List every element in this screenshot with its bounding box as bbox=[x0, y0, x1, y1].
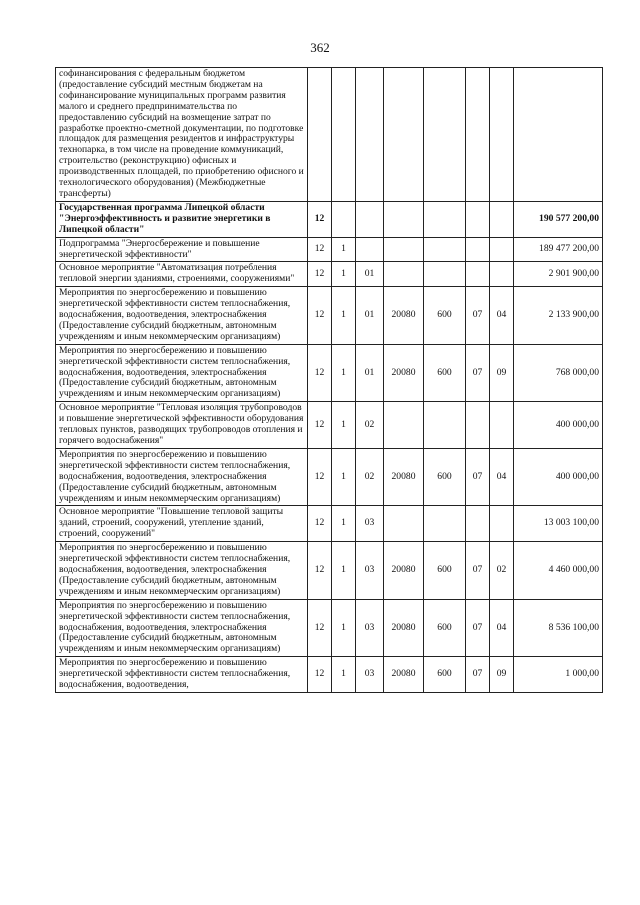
cell-subprogram-code: 1 bbox=[332, 262, 356, 287]
cell-subprogram-code: 1 bbox=[332, 657, 356, 693]
cell-ministry-code: 12 bbox=[308, 506, 332, 542]
table-row bbox=[56, 402, 603, 449]
cell-activity-code: 02 bbox=[356, 448, 384, 506]
cell-activity-code: 03 bbox=[356, 599, 384, 657]
cell-ministry-code: 12 bbox=[308, 448, 332, 506]
cell-subprogram-code: 1 bbox=[332, 402, 356, 449]
cell-expense-type bbox=[424, 402, 466, 449]
cell-expense-type bbox=[424, 237, 466, 262]
cell-expense-type: 600 bbox=[424, 599, 466, 657]
cell-subprogram-code: 1 bbox=[332, 506, 356, 542]
cell-amount: 13 003 100,00 bbox=[514, 506, 603, 542]
cell-section: 07 bbox=[466, 542, 490, 600]
cell-amount: 2 133 900,00 bbox=[514, 287, 603, 345]
cell-subsection bbox=[490, 262, 514, 287]
cell-ministry-code: 12 bbox=[308, 657, 332, 693]
cell-direction-code: 20080 bbox=[384, 657, 424, 693]
cell-amount: 1 000,00 bbox=[514, 657, 603, 693]
cell-ministry-code: 12 bbox=[308, 542, 332, 600]
row-description: Мероприятия по энергосбережению и повышению энергетической эффективности систем теплоснабжения, водоснабжения, водоотведения, электроснабжения (Предоставление субсидий бюджетным, автономным учреждениям и иным некоммерческим организациям) bbox=[56, 287, 308, 345]
cell-expense-type: 600 bbox=[424, 657, 466, 693]
budget-table bbox=[55, 67, 603, 693]
page-number: 362 bbox=[310, 40, 330, 55]
row-description: Государственная программа Липецкой области "Энергоэффективность и развитие энергетики в Липецкой области" bbox=[56, 201, 308, 237]
cell-direction-code: 20080 bbox=[384, 287, 424, 345]
cell-subprogram-code: 1 bbox=[332, 448, 356, 506]
cell-direction-code bbox=[384, 402, 424, 449]
cell-subprogram-code bbox=[332, 201, 356, 237]
table-row bbox=[56, 657, 603, 693]
cell-direction-code bbox=[384, 506, 424, 542]
cell-activity-code bbox=[356, 237, 384, 262]
cell-expense-type: 600 bbox=[424, 542, 466, 600]
cell-activity-code: 01 bbox=[356, 262, 384, 287]
cell-subprogram-code: 1 bbox=[332, 344, 356, 402]
cell-subsection bbox=[490, 68, 514, 202]
cell-direction-code bbox=[384, 201, 424, 237]
cell-amount: 8 536 100,00 bbox=[514, 599, 603, 657]
cell-expense-type bbox=[424, 262, 466, 287]
cell-section bbox=[466, 237, 490, 262]
cell-amount: 400 000,00 bbox=[514, 448, 603, 506]
row-description: Основное мероприятие "Тепловая изоляция трубопроводов и повышение энергетической эффективности оборудования тепловых пунктов, разводящих трубопроводов отопления и горячего водоснабжения" bbox=[56, 402, 308, 449]
cell-subsection: 04 bbox=[490, 287, 514, 345]
cell-direction-code: 20080 bbox=[384, 599, 424, 657]
cell-section: 07 bbox=[466, 344, 490, 402]
cell-direction-code: 20080 bbox=[384, 344, 424, 402]
table-row bbox=[56, 201, 603, 237]
row-description: Мероприятия по энергосбережению и повышению энергетической эффективности систем теплоснабжения, водоснабжения, водоотведения, электроснабжения (Предоставление субсидий бюджетным, автономным учреждениям и иным некоммерческим организациям) bbox=[56, 542, 308, 600]
cell-ministry-code: 12 bbox=[308, 402, 332, 449]
cell-subprogram-code: 1 bbox=[332, 287, 356, 345]
row-description: Мероприятия по энергосбережению и повышению энергетической эффективности систем теплоснабжения, водоснабжения, водоотведения, электроснабжения (Предоставление субсидий бюджетным, автономным учреждениям и иным некоммерческим организациям) bbox=[56, 448, 308, 506]
cell-activity-code bbox=[356, 68, 384, 202]
cell-expense-type bbox=[424, 201, 466, 237]
cell-expense-type bbox=[424, 506, 466, 542]
cell-section bbox=[466, 201, 490, 237]
table-row bbox=[56, 599, 603, 657]
cell-section bbox=[466, 402, 490, 449]
cell-section: 07 bbox=[466, 287, 490, 345]
cell-section bbox=[466, 506, 490, 542]
cell-activity-code: 01 bbox=[356, 344, 384, 402]
cell-section: 07 bbox=[466, 448, 490, 506]
table-row bbox=[56, 542, 603, 600]
cell-amount: 189 477 200,00 bbox=[514, 237, 603, 262]
cell-subsection: 09 bbox=[490, 657, 514, 693]
table-row bbox=[56, 237, 603, 262]
cell-ministry-code: 12 bbox=[308, 599, 332, 657]
cell-subsection bbox=[490, 402, 514, 449]
cell-direction-code bbox=[384, 237, 424, 262]
cell-subsection bbox=[490, 506, 514, 542]
cell-direction-code bbox=[384, 68, 424, 202]
cell-amount: 768 000,00 bbox=[514, 344, 603, 402]
cell-ministry-code: 12 bbox=[308, 344, 332, 402]
table-row bbox=[56, 287, 603, 345]
cell-subprogram-code bbox=[332, 68, 356, 202]
table-body bbox=[56, 68, 603, 693]
row-description: софинансирования с федеральным бюджетом (предоставление субсидий местным бюджетам на софинансирование муниципальных программ развития малого и среднего предпринимательства по предоставлению субсидий на возмещение затрат по разработке проектно-сметной документации, по подготовке площадок для размещения резидентов и инфраструктуры технопарка, в том числе на проведение коммуникаций, строительство (реконструкцию) офисных и производственных площадей, по приобретению офисного и технологического оборудования) (Межбюджетные трансферты) bbox=[56, 68, 308, 202]
cell-activity-code: 02 bbox=[356, 402, 384, 449]
cell-ministry-code: 12 bbox=[308, 237, 332, 262]
cell-section: 07 bbox=[466, 657, 490, 693]
cell-direction-code bbox=[384, 262, 424, 287]
cell-expense-type: 600 bbox=[424, 344, 466, 402]
table-row bbox=[56, 262, 603, 287]
cell-section: 07 bbox=[466, 599, 490, 657]
table-row bbox=[56, 344, 603, 402]
row-description: Мероприятия по энергосбережению и повышению энергетической эффективности систем теплоснабжения, водоснабжения, водоотведения, электроснабжения (Предоставление субсидий бюджетным, автономным учреждениям и иным некоммерческим организациям) bbox=[56, 344, 308, 402]
table-row bbox=[56, 448, 603, 506]
cell-section bbox=[466, 68, 490, 202]
row-description: Мероприятия по энергосбережению и повышению энергетической эффективности систем теплоснабжения, водоснабжения, водоотведения, электроснабжения (Предоставление субсидий бюджетным, автономным учреждениям и иным некоммерческим организациям) bbox=[56, 599, 308, 657]
cell-amount: 190 577 200,00 bbox=[514, 201, 603, 237]
cell-subsection: 04 bbox=[490, 448, 514, 506]
cell-direction-code: 20080 bbox=[384, 448, 424, 506]
cell-expense-type: 600 bbox=[424, 287, 466, 345]
row-description: Основное мероприятие "Автоматизация потребления тепловой энергии зданиями, строениями, сооружениями" bbox=[56, 262, 308, 287]
cell-subsection bbox=[490, 201, 514, 237]
cell-activity-code: 03 bbox=[356, 506, 384, 542]
row-description: Мероприятия по энергосбережению и повышению энергетической эффективности систем теплоснабжения, водоснабжения, водоотведения, bbox=[56, 657, 308, 693]
cell-activity-code: 03 bbox=[356, 542, 384, 600]
row-description: Подпрограмма "Энергосбережение и повышение энергетической эффективности" bbox=[56, 237, 308, 262]
cell-ministry-code: 12 bbox=[308, 287, 332, 345]
cell-subsection: 02 bbox=[490, 542, 514, 600]
cell-expense-type: 600 bbox=[424, 448, 466, 506]
cell-amount: 2 901 900,00 bbox=[514, 262, 603, 287]
cell-activity-code: 01 bbox=[356, 287, 384, 345]
cell-direction-code: 20080 bbox=[384, 542, 424, 600]
cell-amount: 400 000,00 bbox=[514, 402, 603, 449]
cell-ministry-code: 12 bbox=[308, 201, 332, 237]
cell-subprogram-code: 1 bbox=[332, 237, 356, 262]
cell-subprogram-code: 1 bbox=[332, 542, 356, 600]
row-description: Основное мероприятие "Повышение тепловой защиты зданий, строений, сооружений, утепление зданий, строений, сооружений" bbox=[56, 506, 308, 542]
cell-section bbox=[466, 262, 490, 287]
table-row bbox=[56, 506, 603, 542]
cell-expense-type bbox=[424, 68, 466, 202]
cell-amount: 4 460 000,00 bbox=[514, 542, 603, 600]
cell-ministry-code bbox=[308, 68, 332, 202]
cell-subsection bbox=[490, 237, 514, 262]
table-row bbox=[56, 68, 603, 202]
cell-ministry-code: 12 bbox=[308, 262, 332, 287]
cell-subsection: 09 bbox=[490, 344, 514, 402]
cell-activity-code: 03 bbox=[356, 657, 384, 693]
cell-amount bbox=[514, 68, 603, 202]
cell-activity-code bbox=[356, 201, 384, 237]
cell-subprogram-code: 1 bbox=[332, 599, 356, 657]
cell-subsection: 04 bbox=[490, 599, 514, 657]
